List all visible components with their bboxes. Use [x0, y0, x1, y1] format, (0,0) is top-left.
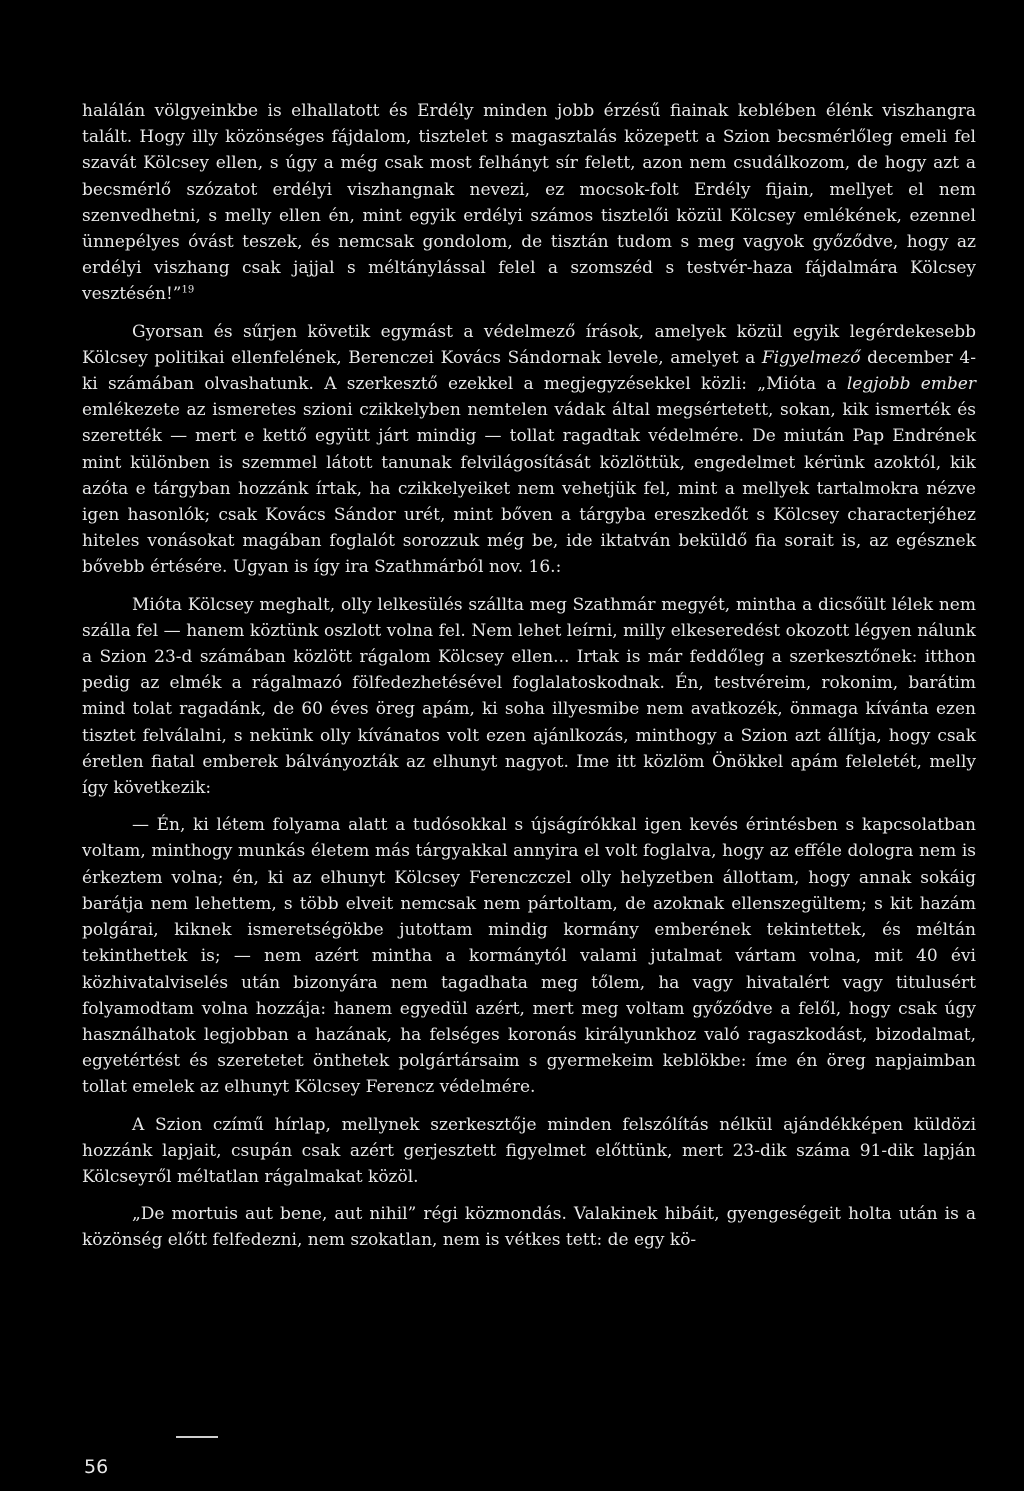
- footnote-divider: [176, 1436, 218, 1438]
- paragraph-3: [82, 592, 976, 802]
- paragraph-5: [82, 1112, 976, 1191]
- paragraph-6-text: „De mortuis aut bene, aut nihil” régi közmondás. Valakinek hibáit, gyengeségeit holta után is a közönség előtt felfedezni, nem szokatlan, nem is vétkes tett: de egy kö-: [82, 1204, 976, 1251]
- paragraph-1-text: halálán völgyeinkbe is elhallatott és Erdély minden jobb érzésű fiainak keblében élénk viszhangra talált. Hogy illy közönséges fájdalom, tisztelet s magasztalás közepett a Szion becsmérlőleg emeli fel szavát Kölcsey ellen, s úgy a még csak most felhányt sír felett, azon nem csudálkozom, de hogy azt a becsmérlő szózatot erdélyi viszhangnak nevezi, ez mocsok-folt Erdély fijain, mellyet el nem szenvedhetni, s melly ellen én, mint egyik erdélyi számos tisztelői közül Kölcsey emlékének, ezennel ünnepélyes óvást teszek, és nemcsak gondolom, de tisztán tudom s meg vagyok győződve, hogy az erdélyi viszhang csak jajjal s méltánylással felel a szomszéd s testvér-haza fájdalmára Kölcsey vesztésén!”: [82, 101, 976, 305]
- page-body: [82, 98, 976, 1254]
- footnote-reference: 19: [181, 284, 195, 296]
- journal-title-italic: Figyelmező: [761, 347, 861, 368]
- paragraph-2-text-a: Gyorsan és sűrjen követik egymást a védelmező írások, amelyek közül egyik legérdekesebb Kölcsey politikai ellenfelének, Berenczei Kovács Sándornak levele, amelyet a: [82, 321, 976, 368]
- paragraph-3-text: Mióta Kölcsey meghalt, olly lelkesülés szállta meg Szathmár megyét, mintha a dicsőült lélek nem szálla fel — hanem köztünk oszlott volna fel. Nem lehet leírni, milly elkeseredést okozott légyen nálunk a Szion 23-d számában közlött rágalom Kölcsey ellen... Irtak is már feddőleg a szerkesztőnek: itthon pedig az elmék a rágalmazó fölfedezhetésével foglalatoskodnak. Én, testvéreim, rokonim, barátim mind tolat ragadánk, de 60 éves öreg apám, ki soha illyesmibe nem avatkozék, önmaga kívánta ezen tisztet felválalni, s nekünk olly kívánatos volt ezen ajánlkozás, minthogy a Szion azt állítja, hogy csak éretlen fiatal emberek bálványozták az elhunyt nagyot. Ime itt közlöm Önökkel apám feleletét, melly így következik:: [82, 594, 976, 799]
- paragraph-6: [82, 1201, 976, 1253]
- paragraph-2-text-b: december 4-ki számában olvashatunk. A szerkesztő ezekkel a megjegyzésekkel közli: „Mióta a: [82, 347, 976, 395]
- paragraph-1: [82, 98, 976, 308]
- paragraph-4: [82, 812, 976, 1100]
- paragraph-5-text: A Szion czímű hírlap, mellynek szerkesztője minden felszólítás nélkül ajándékképen küldözi hozzánk lapjait, csupán csak azért gerjesztett figyelmet előttünk, mert 23-dik száma 91-dik lapján Kölcseyről méltatlan rágalmakat közöl.: [82, 1114, 976, 1187]
- page-number: 56: [84, 1456, 109, 1478]
- emphasis-italic: legjobb ember: [846, 374, 976, 395]
- paragraph-4-text: — Én, ki létem folyama alatt a tudósokkal s újságírókkal igen kevés érintésben s kapcsolatban voltam, minthogy munkás életem más tárgyakkal annyira el volt foglalva, hogy az efféle dologra nem is érkeztem volna; én, ki az elhunyt Kölcsey Ferenczczel olly helyzetben állottam, hogy annak sokáig barátja nem lehettem, s több elveit nemcsak nem pártoltam, de azoknak ellenszegültem; s kit hazám polgárai, kiknek ismeretségökbe jutottam mindig kormány emberének tekintettek, és méltán tekinthettek is; — nem azért mintha a kormánytól valami jutalmat vártam volna, mit 40 évi közhivatalviselés után bizonyára nem tagadhata meg tőlem, ha vagy hivatalért vagy titulusért folyamodtam volna hozzája: hanem egyedül azért, mert meg voltam győződve a felől, hogy csak úgy használhatok legjobban a hazának, ha felséges koronás királyunkhoz való ragaszkodást, bizodalmat, egyetértést és szeretetet önthetek polgártársaim s gyermekeim keblökbe: íme én öreg napjaimban tollat emelek az elhunyt Kölcsey Ferencz védelmére.: [82, 815, 976, 1098]
- paragraph-2: [82, 319, 976, 581]
- paragraph-2-text-c: emlékezete az ismeretes szioni czikkelyben nemtelen vádak által megsértetett, sokan, kik ismerték és szerették — mert e kettő együtt járt mindig — tollat ragadtak védelmére. De miután Pap Endrének mint különben is szemmel látott tanunak felvilágosítását közlöttük, engedelmet kérünk azoktól, kik azóta e tárgyban hozzánk írtak, ha czikkelyeiket nem vehetjük fel, mint a mellyek tartalmokra nézve igen hasonlók; csak Kovács Sándor urét, mint bőven a tárgyba ereszkedőt s Kölcsey characterjéhez hiteles vonásokat magában foglalót sorozzuk még be, ide iktatván beküldő fia sorait is, az egésznek bővebb értésére. Ugyan is így ira Szathmárból nov. 16.:: [82, 400, 976, 578]
